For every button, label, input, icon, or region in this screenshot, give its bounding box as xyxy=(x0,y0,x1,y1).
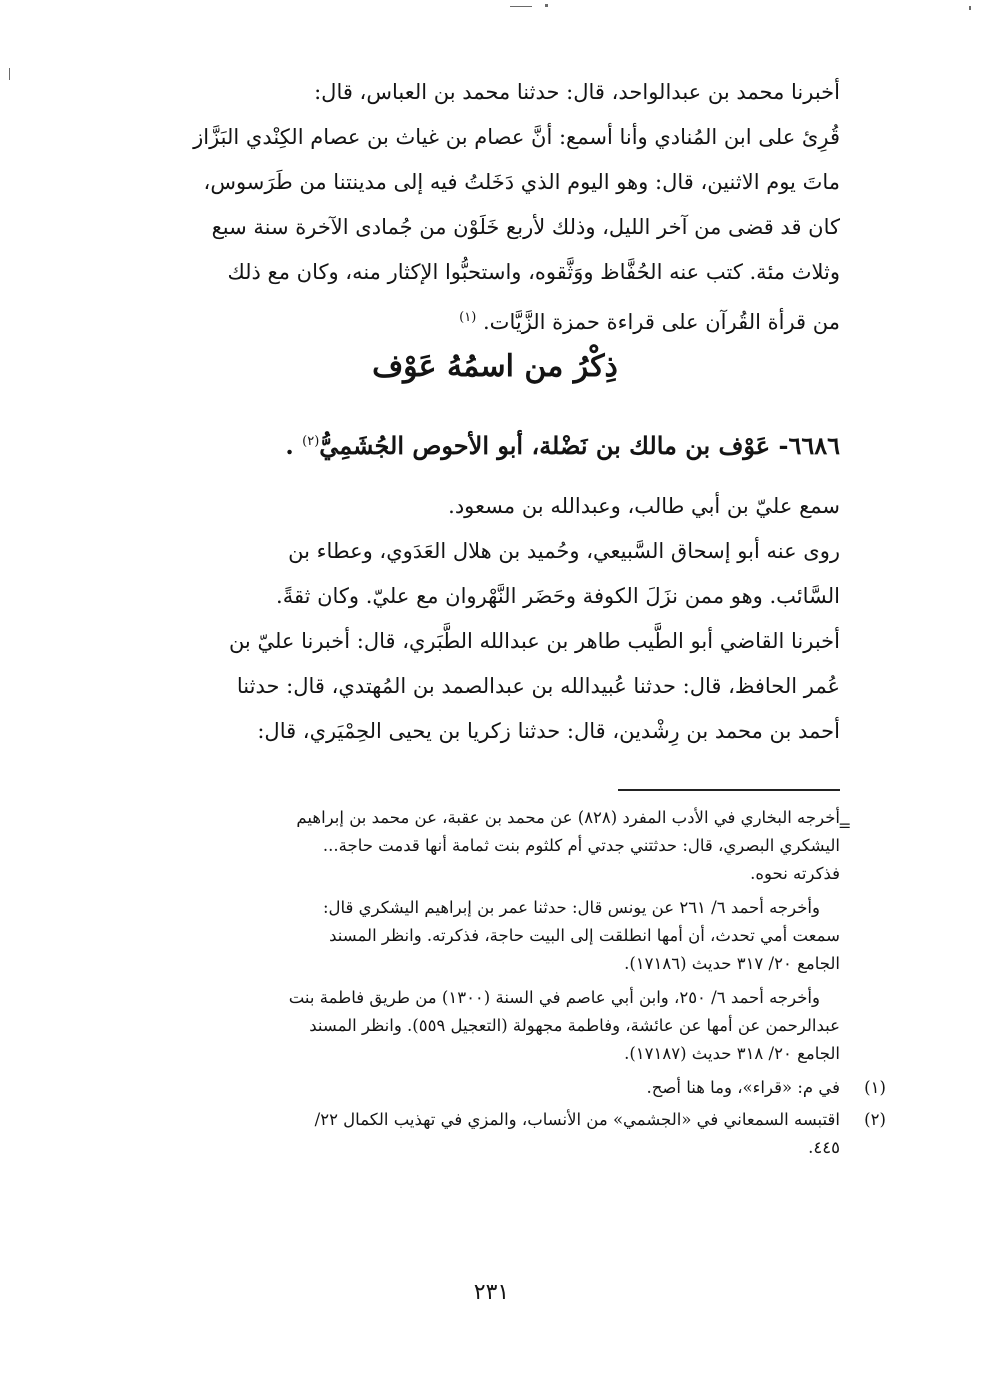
footnote-line: فذكرته نحوه. xyxy=(750,864,840,883)
footnote-divider xyxy=(618,789,840,791)
section-heading: ذِكْرُ من اسمُهُ عَوْف xyxy=(372,349,618,384)
footnote-number: (٢) xyxy=(864,1110,886,1129)
footnote-line: اليشكري البصري، قال: حدثتني جدتي أم كلثوم بنت ثمامة أنها قدمت حاجة... xyxy=(322,836,840,855)
footnote-2 xyxy=(150,1106,886,1162)
text-line: عُمر الحافظ، قال: حدثنا عُبيدالله بن عبدالصمد بن المُهتدي، قال: حدثنا xyxy=(236,674,840,698)
text-line: أخبرنا القاضي أبو الطَّيب طاهر بن عبدالله الطَّبَري، قال: أخبرنا عليّ بن xyxy=(228,629,840,653)
footnote-line: ٤٤٥. xyxy=(808,1138,840,1157)
text-line: من قرأة القُرآن على قراءة حمزة الزَّيَّات. xyxy=(483,310,840,334)
footnote-line: وأخرجه أحمد ٦/ ٢٦١ عن يونس قال: حدثنا عمر بن إبراهيم اليشكري قال: xyxy=(322,898,820,917)
entry-title: ٦٦٨٦- عَوْف بن مالك بن نَضْلة، أبو الأحوص الجُشَمِيُّ xyxy=(319,431,840,460)
footnote-line: الجامع ٢٠/ ٣١٨ حديث (١٧١٨٧). xyxy=(624,1044,840,1063)
footnote-line: اقتبسه السمعاني في «الجشمي» من الأنساب، والمزي في تهذيب الكمال ٢٢/ xyxy=(314,1110,840,1129)
scan-mark-right xyxy=(969,6,971,10)
footnotes xyxy=(150,804,886,1162)
text-line: أحمد بن محمد بن رِشْدين، قال: حدثنا زكريا بن يحيى الحِمْيَري، قال: xyxy=(257,719,840,743)
footnote-line: في م: «قراء»، وما هنا أصح. xyxy=(646,1078,840,1097)
entry-heading: ٦٦٨٦- عَوْف بن مالك بن نَضْلة، أبو الأحوص الجُشَمِيُّ$^{(٢)}$ . xyxy=(285,431,840,460)
text-line: كان قد قضى من آخر الليل، وذلك لأربع خَلَوْن من جُمادى الآخرة سنة سبع xyxy=(211,215,840,239)
text-line: روى عنه أبو إسحاق السَّبيعي، وحُميد بن هلال العَدَوي، وعطاء بن xyxy=(288,539,840,563)
text-line: السَّائب. وهو ممن نزَلَ الكوفة وحَضَر النَّهْروان مع عليّ. وكان ثقةً. xyxy=(276,584,840,608)
scan-mark-left xyxy=(9,68,10,80)
footnote-line: عبدالرحمن عن أمها عن عائشة، وفاطمة مجهولة (التعجيل ٥٥٩). وانظر المسند xyxy=(309,1016,840,1035)
entry-body xyxy=(150,484,840,754)
scan-mark-top xyxy=(510,6,532,7)
page-number: ٢٣١ xyxy=(473,1280,510,1305)
text-line-with-note xyxy=(150,295,840,340)
footnote-line: الجامع ٢٠/ ٣١٧ حديث (١٧١٨٦). xyxy=(624,954,840,973)
scan-mark-top-2 xyxy=(545,4,548,7)
footnote-1 xyxy=(150,1074,886,1102)
text-line: وثلاث مئة. كتب عنه الحُفَّاظ ووَثَّقوه، واستحبُّوا الإكثار منه، وكان مع ذلك xyxy=(227,260,840,284)
footnote-line: سمعت أمي تحدث، أن أمها انطلقت إلى البيت حاجة، فذكرته. وانظر المسند xyxy=(329,926,840,945)
footnote-number: (١) xyxy=(864,1078,886,1097)
footnote-line: أخرجه البخاري في الأدب المفرد (٨٢٨) عن محمد بن عقبة، عن محمد بن إبراهيم xyxy=(296,808,840,827)
opening-paragraph xyxy=(150,70,840,340)
text-line: أخبرنا محمد بن عبدالواحد، قال: حدثنا محمد بن العباس، قال: xyxy=(314,80,840,104)
footnote-ref: (١) xyxy=(459,310,477,325)
continuation-mark: = xyxy=(838,816,852,835)
text-line: قُرِئ على ابن المُنادي وأنا أسمع: أنَّ عصام بن غياث بن عصام الكِنْدي البَزَّاز xyxy=(193,125,840,149)
text-line: سمع عليّ بن أبي طالب، وعبدالله بن مسعود. xyxy=(448,494,840,518)
footnote-line: وأخرجه أحمد ٦/ ٢٥٠، وابن أبي عاصم في السنة (١٣٠٠) من طريق فاطمة بنت xyxy=(288,988,820,1007)
text-line: ماتَ يوم الاثنين، قال: وهو اليوم الذي دَخَلتُ فيه إلى مدينتنا من طَرَسوس، xyxy=(203,170,840,194)
footnote-ref: (٢) xyxy=(302,434,320,449)
